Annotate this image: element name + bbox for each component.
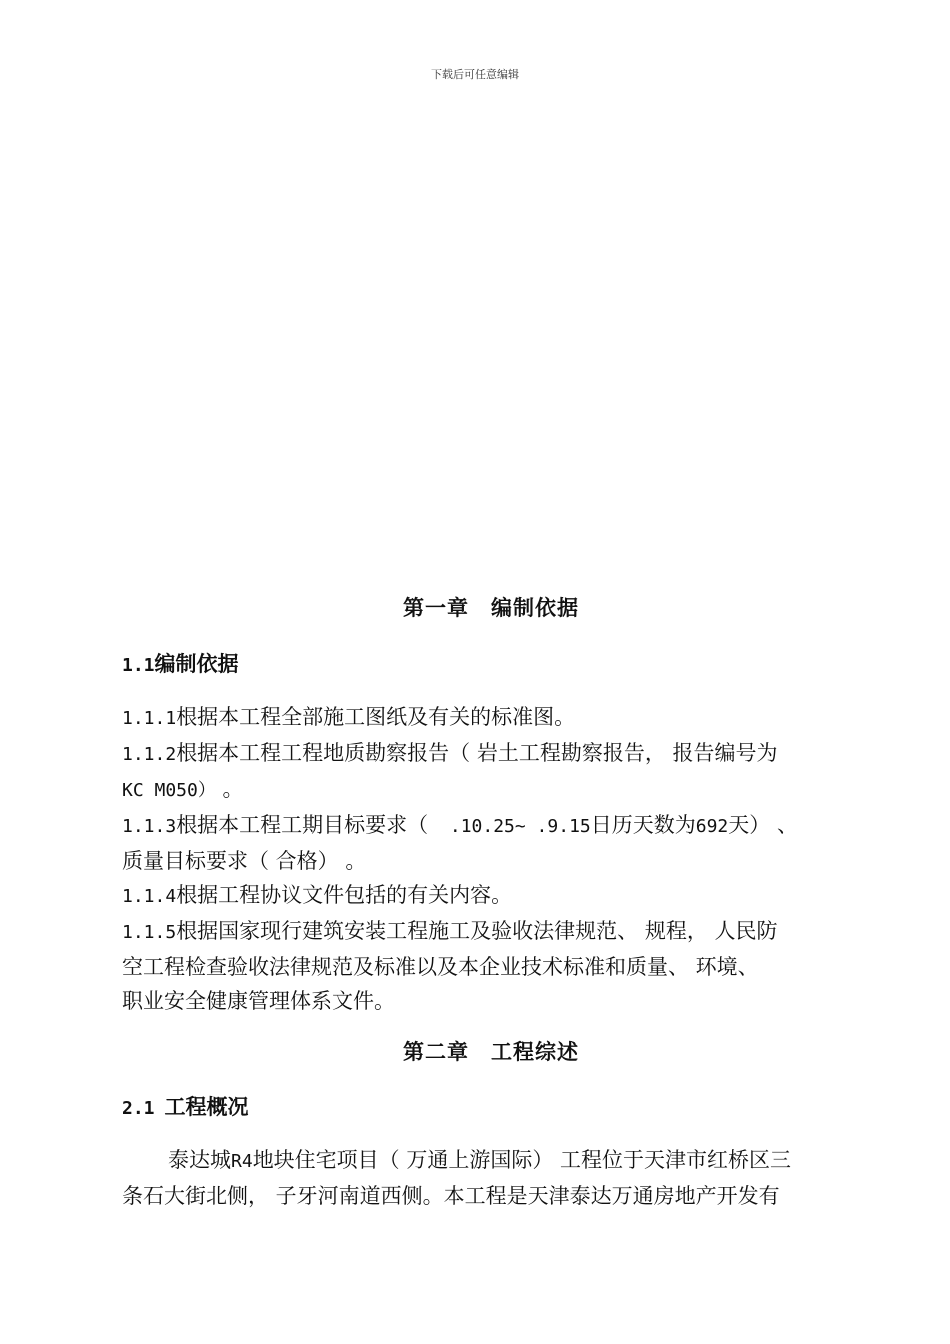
item-text: 空工程检查验收法律规范及标准以及本企业技术标准和质量、 环境、 — [122, 955, 759, 979]
chapter-1-label: 第一章 — [403, 596, 469, 620]
overview-paragraph — [122, 1143, 862, 1213]
section-1-1-title: 编制依据 — [154, 652, 239, 676]
basis-item-3 — [122, 808, 862, 878]
plot-code: R4 — [231, 1151, 253, 1172]
item-text: 根据工程协议文件包括的有关内容。 — [176, 883, 513, 907]
basis-list — [122, 700, 862, 1018]
chapter-2-heading — [0, 1036, 950, 1066]
report-code: KC M050） — [122, 780, 216, 801]
item-text: 根据本工程工程地质勘察报告（ 岩土工程勘察报告， 报告编号为 — [176, 741, 778, 765]
section-2-1-heading — [122, 1091, 249, 1121]
section-1-1-number: 1.1 — [122, 655, 155, 676]
chapter-2-title: 工程综述 — [491, 1040, 579, 1064]
overview-line-2: 条石大街北侧， 子牙河南道西侧。本工程是天津泰达万通房地产开发有 — [122, 1184, 780, 1208]
basis-item-1 — [122, 700, 862, 736]
item-text: 质量目标要求（ 合格） 。 — [122, 849, 367, 873]
item-number: 1.1.2 — [122, 744, 177, 765]
section-2-1-title: 工程概况 — [164, 1095, 249, 1119]
chapter-2-label: 第二章 — [403, 1040, 469, 1064]
basis-item-5 — [122, 914, 862, 1018]
item-text: 。 — [215, 777, 244, 801]
chapter-1-heading — [0, 592, 950, 622]
date-range: .10.25~ .9.15 — [428, 816, 591, 837]
item-text: 根据本工程工期目标要求（ — [176, 813, 429, 837]
item-text: 根据国家现行建筑安装工程施工及验收法律规范、 规程， 人民防 — [176, 919, 778, 943]
basis-item-2 — [122, 736, 862, 808]
item-number: 1.1.4 — [122, 886, 177, 907]
item-text: 日历天数为 — [590, 813, 696, 837]
basis-item-4 — [122, 878, 862, 914]
overview-text: 地块住宅项目（ 万通上游国际） 工程位于天津市红桥区三 — [252, 1148, 792, 1172]
item-text: 根据本工程全部施工图纸及有关的标准图。 — [176, 705, 576, 729]
item-number: 1.1.3 — [122, 816, 177, 837]
overview-text: 泰达城 — [168, 1148, 231, 1172]
item-number: 1.1.1 — [122, 708, 177, 729]
item-number: 1.1.5 — [122, 922, 177, 943]
section-2-1-number: 2.1 — [122, 1098, 155, 1119]
chapter-1-title: 编制依据 — [491, 596, 579, 620]
page-header: 下载后可任意编辑 — [431, 68, 519, 81]
item-text: 天） 、 — [728, 813, 798, 837]
section-1-1-heading — [122, 648, 239, 678]
day-count: 692 — [695, 816, 729, 837]
item-text: 职业安全健康管理体系文件。 — [122, 989, 395, 1013]
overview-line-1 — [122, 1143, 862, 1179]
